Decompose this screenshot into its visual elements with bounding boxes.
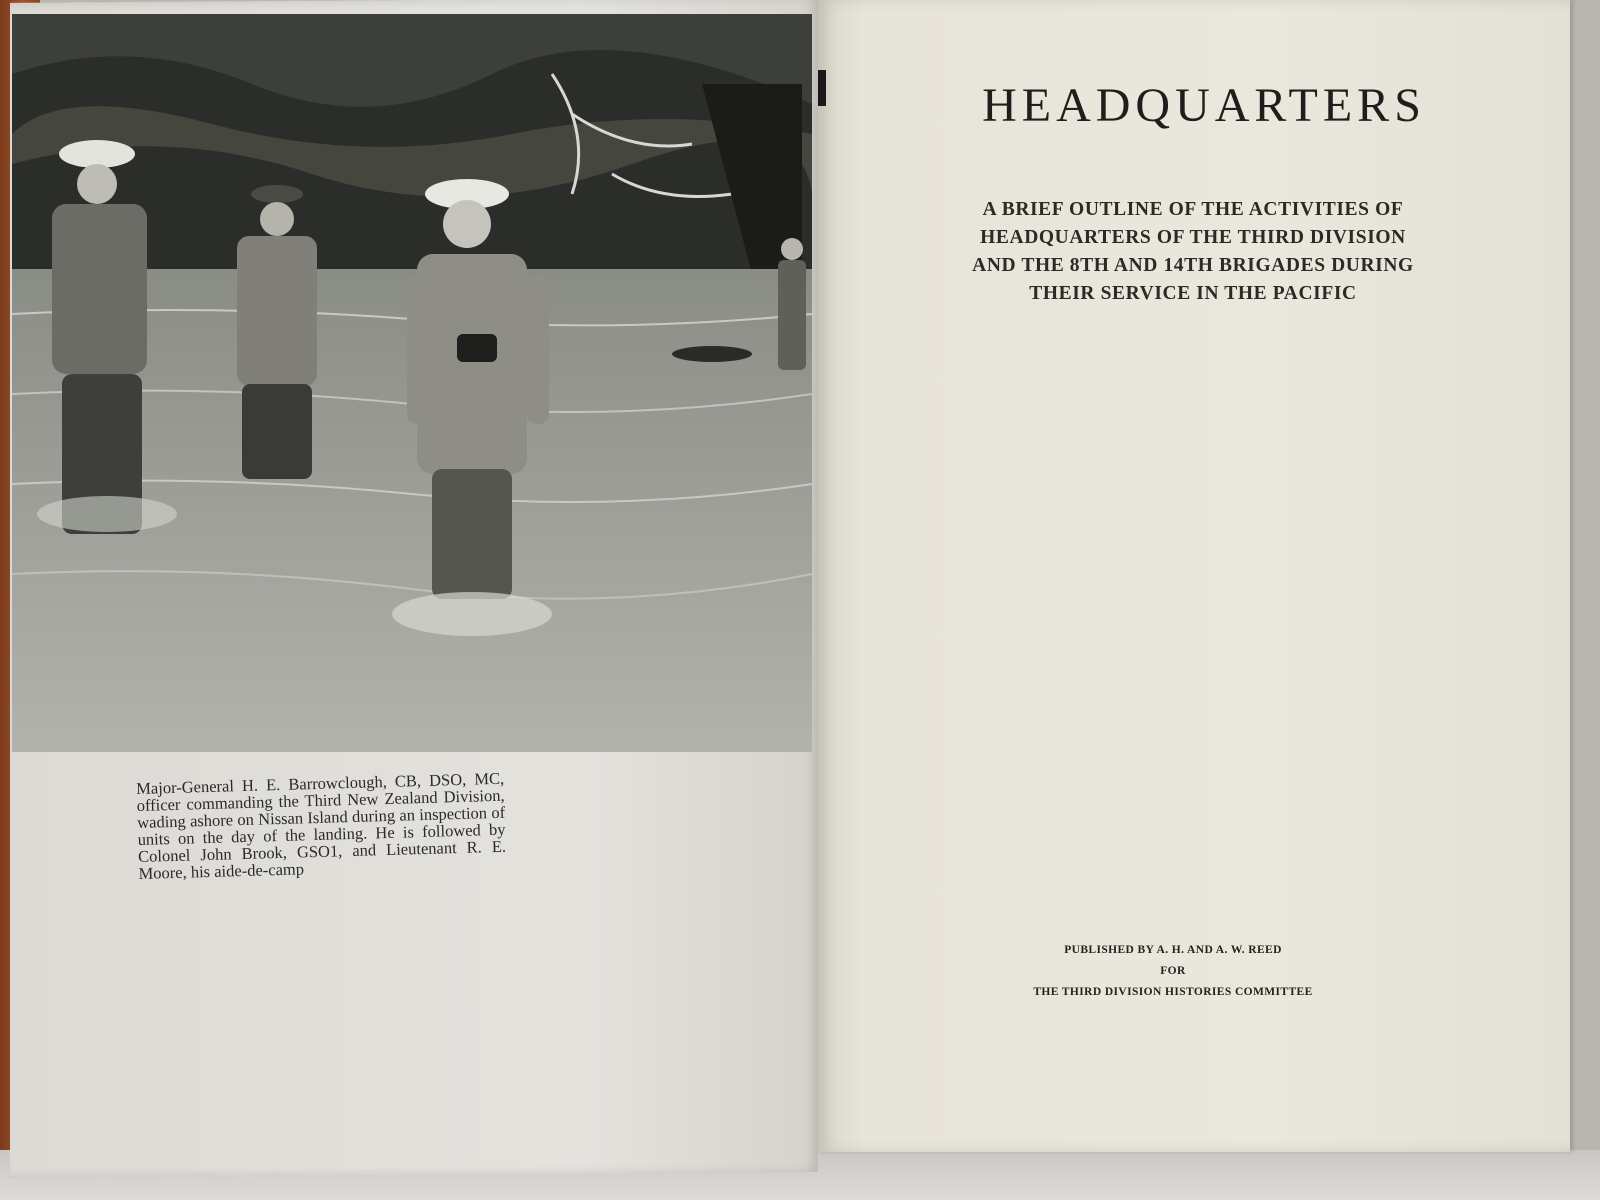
- book-subtitle: A BRIEF OUTLINE OF THE ACTIVITIES OF HEADQUARTERS OF THE THIRD DIVISION AND THE 8TH AND 14TH BRIGADES DURING THEIR SERVICE IN THE PACIFIC: [972, 199, 1414, 304]
- title-page: [818, 0, 1570, 1152]
- book-title: HEADQUARTERS: [982, 79, 1426, 132]
- photo-officers-wading-ashore: [12, 14, 812, 752]
- publisher-line-2: FOR: [1160, 965, 1186, 977]
- publisher-line-3: THE THIRD DIVISION HISTORIES COMMITTEE: [1033, 986, 1313, 998]
- publisher-imprint: [978, 940, 1368, 1003]
- frontispiece-photo: [12, 14, 812, 752]
- photo-caption: Major-General H. E. Barrowclough, CB, DSO, MC, officer commanding the Third New Zealand Division, wading ashore on Nissan Island during an inspection of units on the day of the landing. He is followed by Colonel John Brook, GSO1, and Lieutenant R. E. Moore, his aide-de-camp: [135, 768, 507, 883]
- publisher-line-1: PUBLISHED BY A. H. AND A. W. REED: [1064, 944, 1282, 956]
- gutter-mark: [818, 70, 826, 106]
